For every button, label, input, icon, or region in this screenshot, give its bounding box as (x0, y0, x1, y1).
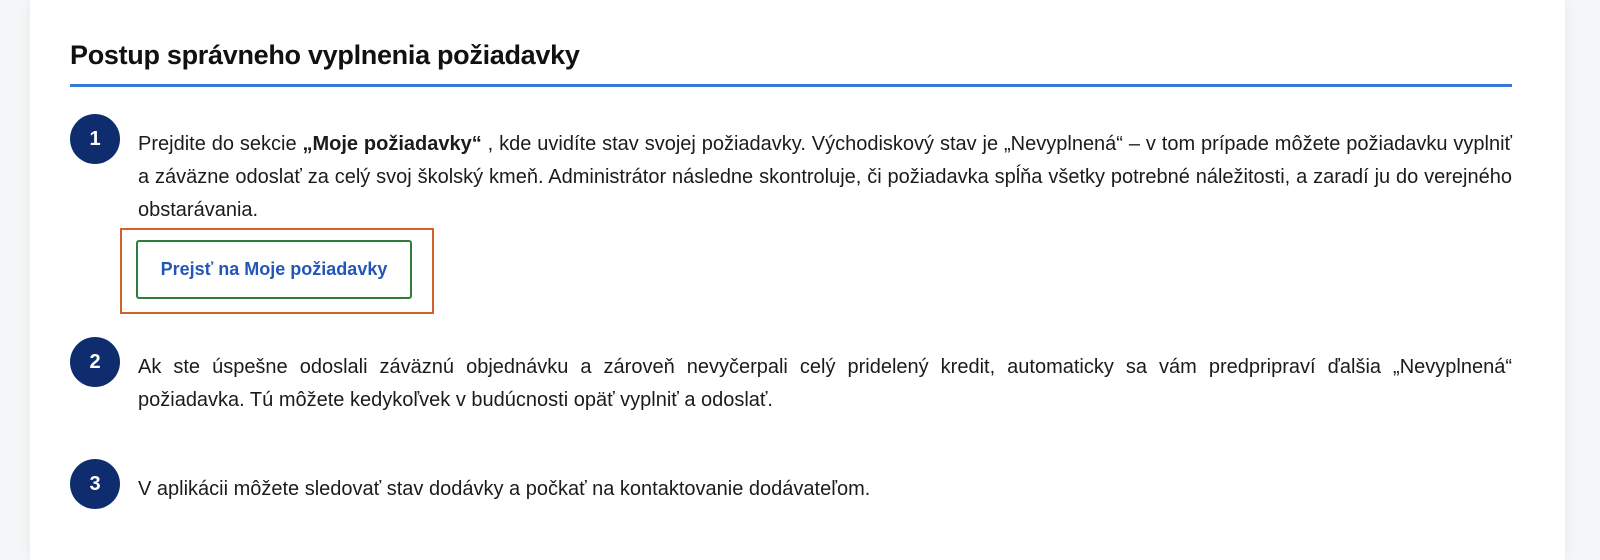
step-3-text: V aplikácii môžete sledovať stav dodávky a počkať na kontaktovanie dodávateľom. (138, 478, 871, 500)
step-1-text-bold: „Moje požiadavky“ (302, 133, 482, 155)
step-number-badge: 3 (70, 459, 120, 509)
step-1-text-before: Prejdite do sekcie (138, 133, 303, 155)
step-number-badge: 1 (70, 114, 120, 164)
go-to-my-requests-button[interactable]: Prejsť na Moje požiadavky (136, 240, 412, 299)
section-title: Postup správneho vyplnenia požiadavky (70, 40, 580, 70)
step-number-badge: 2 (70, 337, 120, 387)
step-1-text-after: , kde uvidíte stav svojej požiadavky. Východiskový stav je „Nevyplnená“ – v tom prípade môžete požiadavku vyplniť a záväzne odoslať za celý svoj školský kmeň. Administrátor následne skontroluje, či požiadavka spĺňa všetky potrebné náležitosti, a zaradí ju do verejného obstarávania. (138, 133, 1513, 221)
instructions-card (30, 0, 1565, 560)
title-underline (70, 84, 1512, 87)
step-1-text (138, 128, 1512, 227)
step-2-text: Ak ste úspešne odoslali záväznú objednávku a zároveň nevyčerpali celý pridelený kredit, automaticky sa vám predpripraví ďalšia „Nevyplnená“ požiadavka. Tú môžete kedykoľvek v budúcnosti opäť vyplniť a odoslať. (138, 356, 1512, 411)
